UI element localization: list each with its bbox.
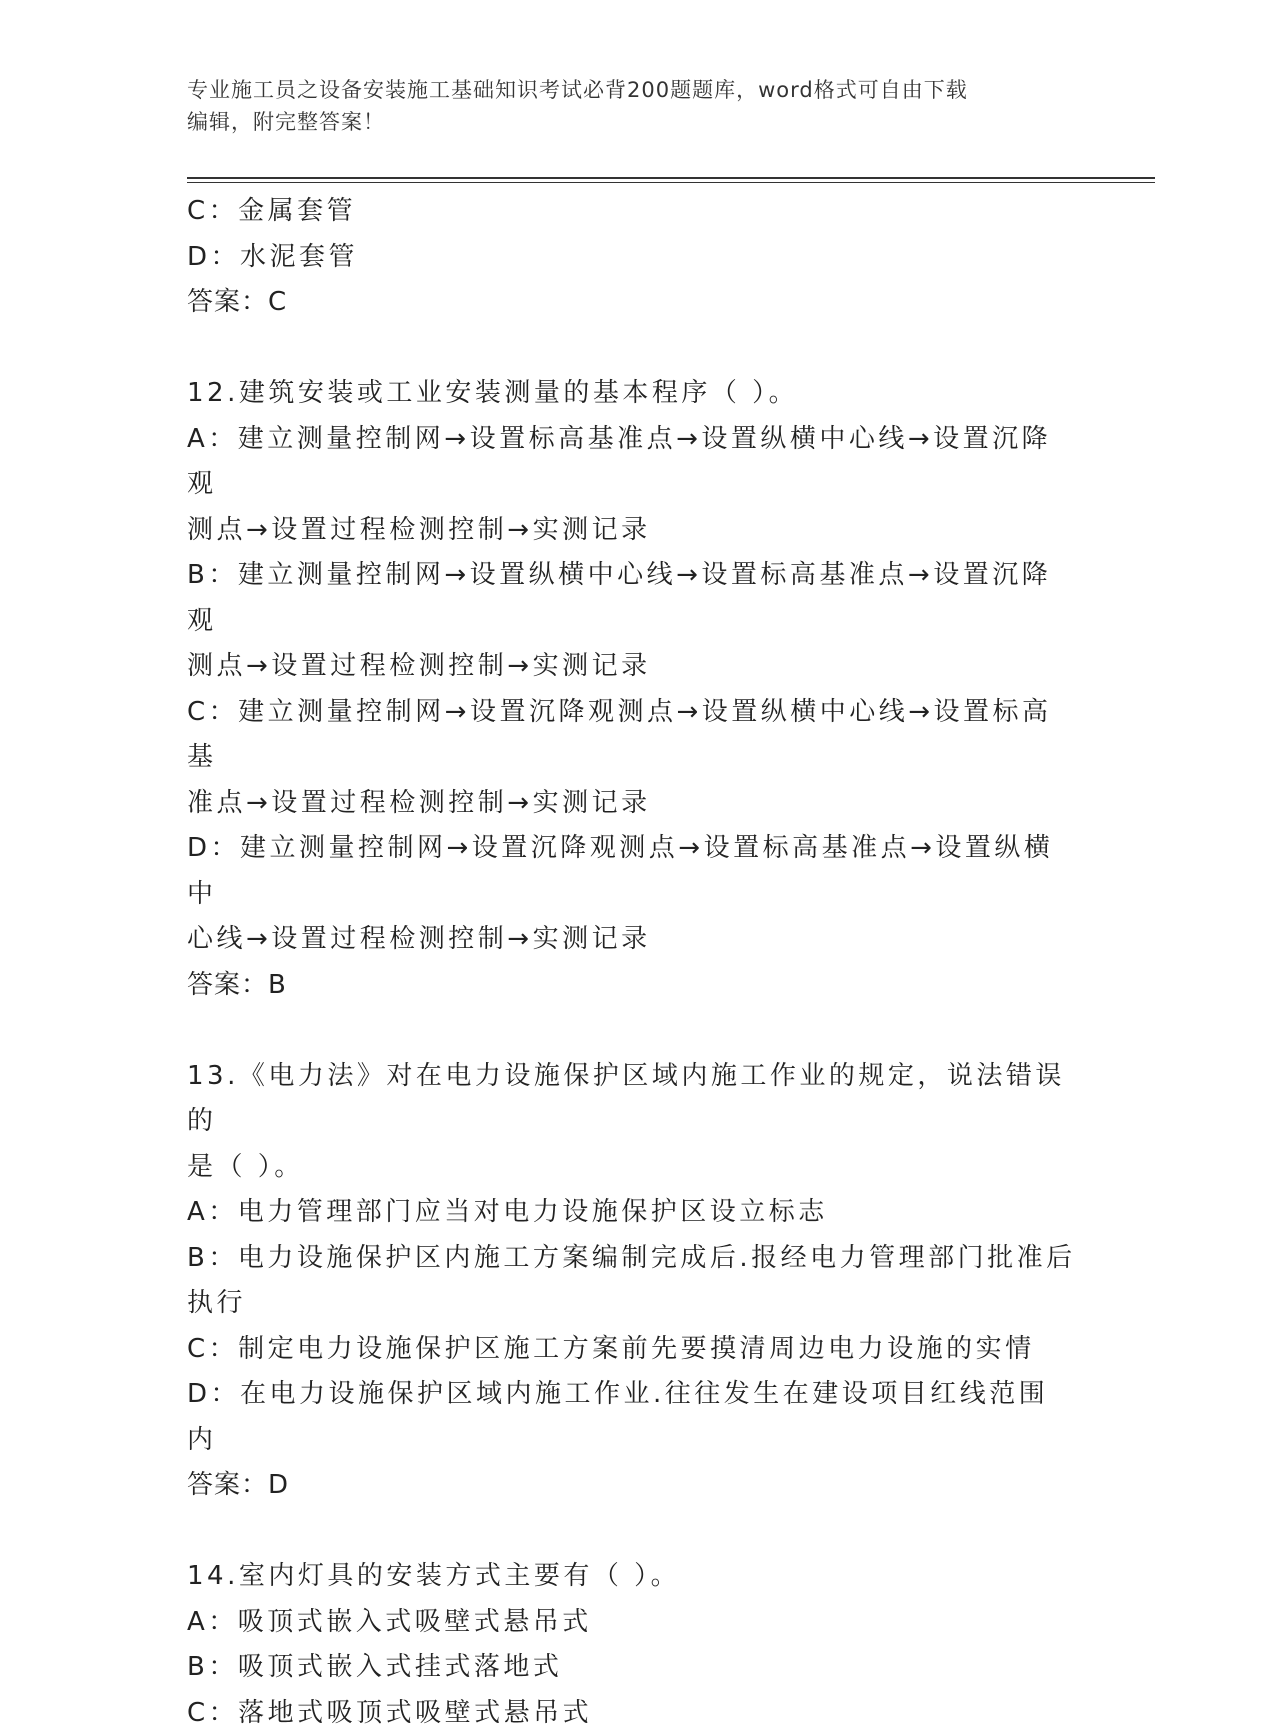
question-12 bbox=[187, 371, 1077, 1008]
option-d: D：水泥套管 bbox=[187, 235, 1077, 281]
option-c-cont: 准点→设置过程检测控制→实测记录 bbox=[187, 781, 1077, 827]
spacer bbox=[187, 326, 1077, 372]
option-c: C：金属套管 bbox=[187, 189, 1077, 235]
answer-line: 答案：C bbox=[187, 280, 1077, 326]
option-c: C：建立测量控制网→设置沉降观测点→设置纵横中心线→设置标高基 bbox=[187, 690, 1077, 781]
header-line-1: 专业施工员之设备安装施工基础知识考试必背200题题库，word格式可自由下载 bbox=[187, 74, 1067, 106]
header-line-2: 编辑，附完整答案！ bbox=[187, 106, 1067, 138]
option-d: D：建立测量控制网→设置沉降观测点→设置标高基准点→设置纵横中 bbox=[187, 826, 1077, 917]
option-d: D：在电力设施保护区域内施工作业.往往发生在建设项目红线范围内 bbox=[187, 1372, 1077, 1463]
question-stem: 12.建筑安装或工业安装测量的基本程序（ ）。 bbox=[187, 371, 1077, 417]
option-b-cont: 测点→设置过程检测控制→实测记录 bbox=[187, 644, 1077, 690]
header-rule-thin bbox=[187, 182, 1155, 183]
option-b-cont: 执行 bbox=[187, 1281, 1077, 1327]
question-stem-cont: 是（ ）。 bbox=[187, 1145, 1077, 1191]
document-header bbox=[187, 74, 1067, 138]
answer-line: 答案：D bbox=[187, 1463, 1077, 1509]
option-c: C：制定电力设施保护区施工方案前先要摸清周边电力设施的实情 bbox=[187, 1327, 1077, 1373]
option-a-cont: 测点→设置过程检测控制→实测记录 bbox=[187, 508, 1077, 554]
header-rule-thick bbox=[187, 177, 1155, 179]
option-b: B：建立测量控制网→设置纵横中心线→设置标高基准点→设置沉降观 bbox=[187, 553, 1077, 644]
answer-line: 答案：B bbox=[187, 963, 1077, 1009]
spacer bbox=[187, 1509, 1077, 1555]
option-b: B：吸顶式嵌入式挂式落地式 bbox=[187, 1645, 1077, 1691]
option-a: A：吸顶式嵌入式吸壁式悬吊式 bbox=[187, 1600, 1077, 1646]
question-stem: 14.室内灯具的安装方式主要有（ ）。 bbox=[187, 1554, 1077, 1600]
spacer bbox=[187, 1008, 1077, 1054]
document-body bbox=[187, 189, 1077, 1736]
question-13 bbox=[187, 1054, 1077, 1509]
option-c: C：落地式吸顶式吸壁式悬吊式 bbox=[187, 1691, 1077, 1736]
option-a: A：建立测量控制网→设置标高基准点→设置纵横中心线→设置沉降观 bbox=[187, 417, 1077, 508]
option-a: A：电力管理部门应当对电力设施保护区设立标志 bbox=[187, 1190, 1077, 1236]
question-11-tail bbox=[187, 189, 1077, 326]
option-b: B：电力设施保护区内施工方案编制完成后.报经电力管理部门批准后 bbox=[187, 1236, 1077, 1282]
option-d-cont: 心线→设置过程检测控制→实测记录 bbox=[187, 917, 1077, 963]
question-stem: 13.《电力法》对在电力设施保护区域内施工作业的规定，说法错误的 bbox=[187, 1054, 1077, 1145]
question-14 bbox=[187, 1554, 1077, 1736]
